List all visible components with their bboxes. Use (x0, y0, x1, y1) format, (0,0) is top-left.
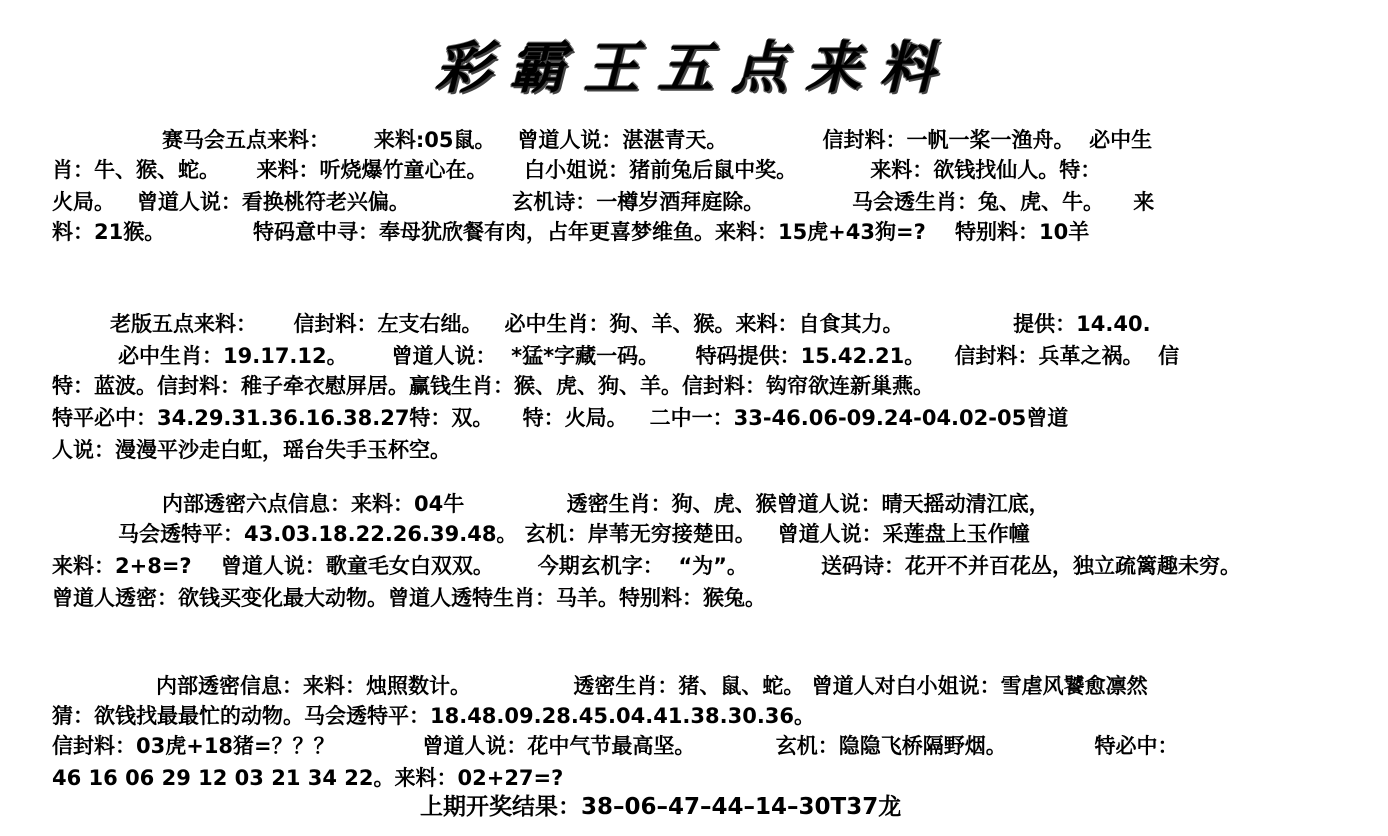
last-result: 上期开奖结果：38–06–47–44–14–30T37龙 (420, 794, 902, 820)
text-line: 来料：2+8=? 曾道人说：歌童毛女白双双。 今期玄机字： “为”。 送码诗：花开不并百花丛，独立疏篱趣未穷。 (52, 554, 1242, 578)
text-line: 特：蓝波。信封料：稚子牵衣慰屏居。赢钱生肖：猴、虎、狗、羊。信封料：钩帘欲连新巢燕。 (52, 374, 934, 398)
text-line: 猜：欲钱找最最忙的动物。马会透特平：18.48.09.28.45.04.41.38.30.36。 (52, 704, 816, 728)
text-line: 老版五点来料： 信封料：左支右绌。 必中生肖：狗、羊、猴。来料：自食其力。 提供：14.40. (110, 312, 1151, 336)
text-line: 特平必中：34.29.31.36.16.38.27特：双。 特：火局。 二中一：33-46.06-09.24-04.02-05曾道 (52, 406, 1069, 430)
text-line: 46 16 06 29 12 03 21 34 22。来料：02+27=? (52, 766, 564, 790)
text-line: 马会透特平：43.03.18.22.26.39.48。 玄机：岸苇无穷接楚田。 曾道人说：采莲盘上玉作幢 (118, 522, 1030, 546)
text-line: 必中生肖：19.17.12。 曾道人说： *猛*字藏一码。 特码提供：15.42.21。 信封料：兵革之祸。 信 (118, 344, 1180, 368)
page-title: 彩霸王五点来料 (435, 35, 953, 101)
text-line: 肖：牛、猴、蛇。 来料：听烧爆竹童心在。 白小姐说：猪前兔后鼠中奖。 来料：欲钱找仙人。特： (52, 158, 1102, 182)
text-line: 内部透密六点信息：来料：04牛 透密生肖：狗、虎、猴曾道人说：晴天摇动清江底， (162, 492, 1050, 516)
text-line: 料：21猴。 特码意中寻：奉母犹欣餐有肉，占年更喜梦维鱼。来料：15虎+43狗=? 特别料：10羊 (52, 220, 1090, 244)
text-line: 信封料：03虎+18猪=？？？ 曾道人说：花中气节最高坚。 玄机：隐隐飞桥隔野烟。 特必中： (52, 734, 1179, 758)
text-line: 人说：漫漫平沙走白虹，瑶台失手玉杯空。 (52, 438, 451, 462)
text-line: 赛马会五点来料： 来料:05鼠。 曾道人说：湛湛青天。 信封料：一帆一桨一渔舟。 必中生 (162, 128, 1153, 152)
text-line: 火局。 曾道人说：看换桃符老兴偏。 玄机诗：一樽岁酒拜庭除。 马会透生肖：兔、虎、牛。 来 (52, 190, 1155, 214)
text-line: 曾道人透密：欲钱买变化最大动物。曾道人透特生肖：马羊。特别料：猴兔。 (52, 586, 766, 610)
text-line: 内部透密信息：来料：烛照数计。 透密生肖：猪、鼠、蛇。 曾道人对白小姐说：雪虐风饕愈凛然 (156, 674, 1148, 698)
